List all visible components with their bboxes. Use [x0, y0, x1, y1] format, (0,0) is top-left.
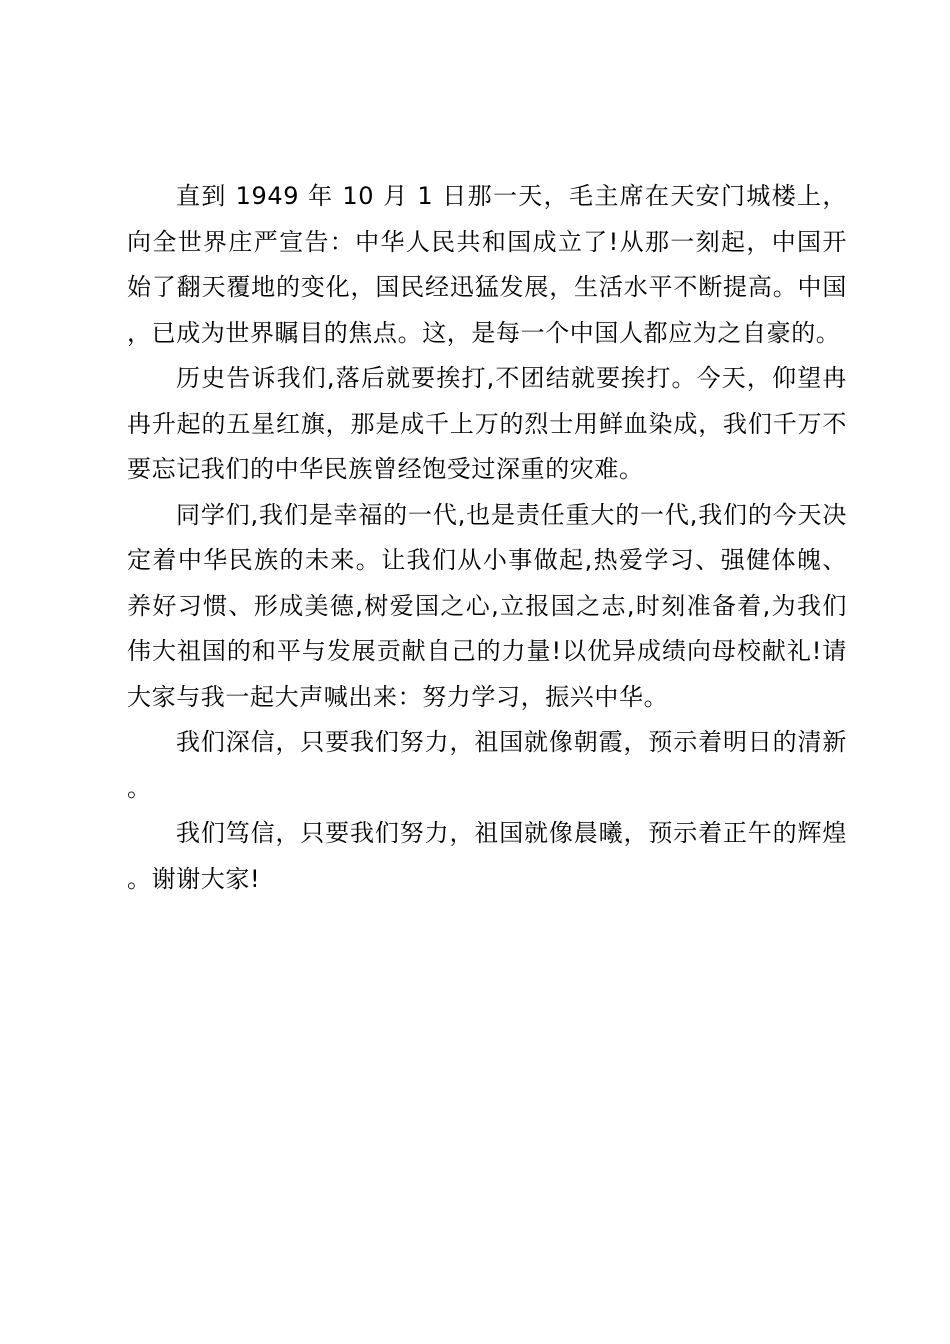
paragraph-history-lesson: 历史告诉我们,落后就要挨打,不团结就要挨打。今天，仰望冉冉升起的五星红旗，那是成千上万的烈士用鲜血染成，我们千万不要忘记我们的中华民族曾经饱受过深重的灾难。: [127, 364, 847, 483]
paragraph-founding-day: 直到 1949 年 10 月 1 日那一天，毛主席在天安门城楼上，向全世界庄严宣告：中华人民共和国成立了!从那一刻起，中国开始了翻天覆地的变化，国民经迅猛发展，生活水平不断提高。中国，已成为世界瞩目的焦点。这，是每一个中国人都应为之自豪的。: [127, 182, 847, 347]
document-body: [127, 174, 847, 902]
paragraph-morning-glow: 我们深信，只要我们努力，祖国就像朝霞，预示着明日的清新。: [127, 728, 847, 802]
paragraph-call-to-students: 同学们,我们是幸福的一代,也是责任重大的一代,我们的今天决定着中华民族的未来。让我们从小事做起,热爱学习、强健体魄、养好习惯、形成美德,树爱国之心,立报国之志,时刻准备着,为我们伟大祖国的和平与发展贡献自己的力量!以优异成绩向母校献礼!请大家与我一起大声喊出来：努力学习，振兴中华。: [127, 500, 847, 711]
paragraph-closing-thanks: 我们笃信，只要我们努力，祖国就像晨曦，预示着正午的辉煌。谢谢大家!: [127, 819, 847, 893]
